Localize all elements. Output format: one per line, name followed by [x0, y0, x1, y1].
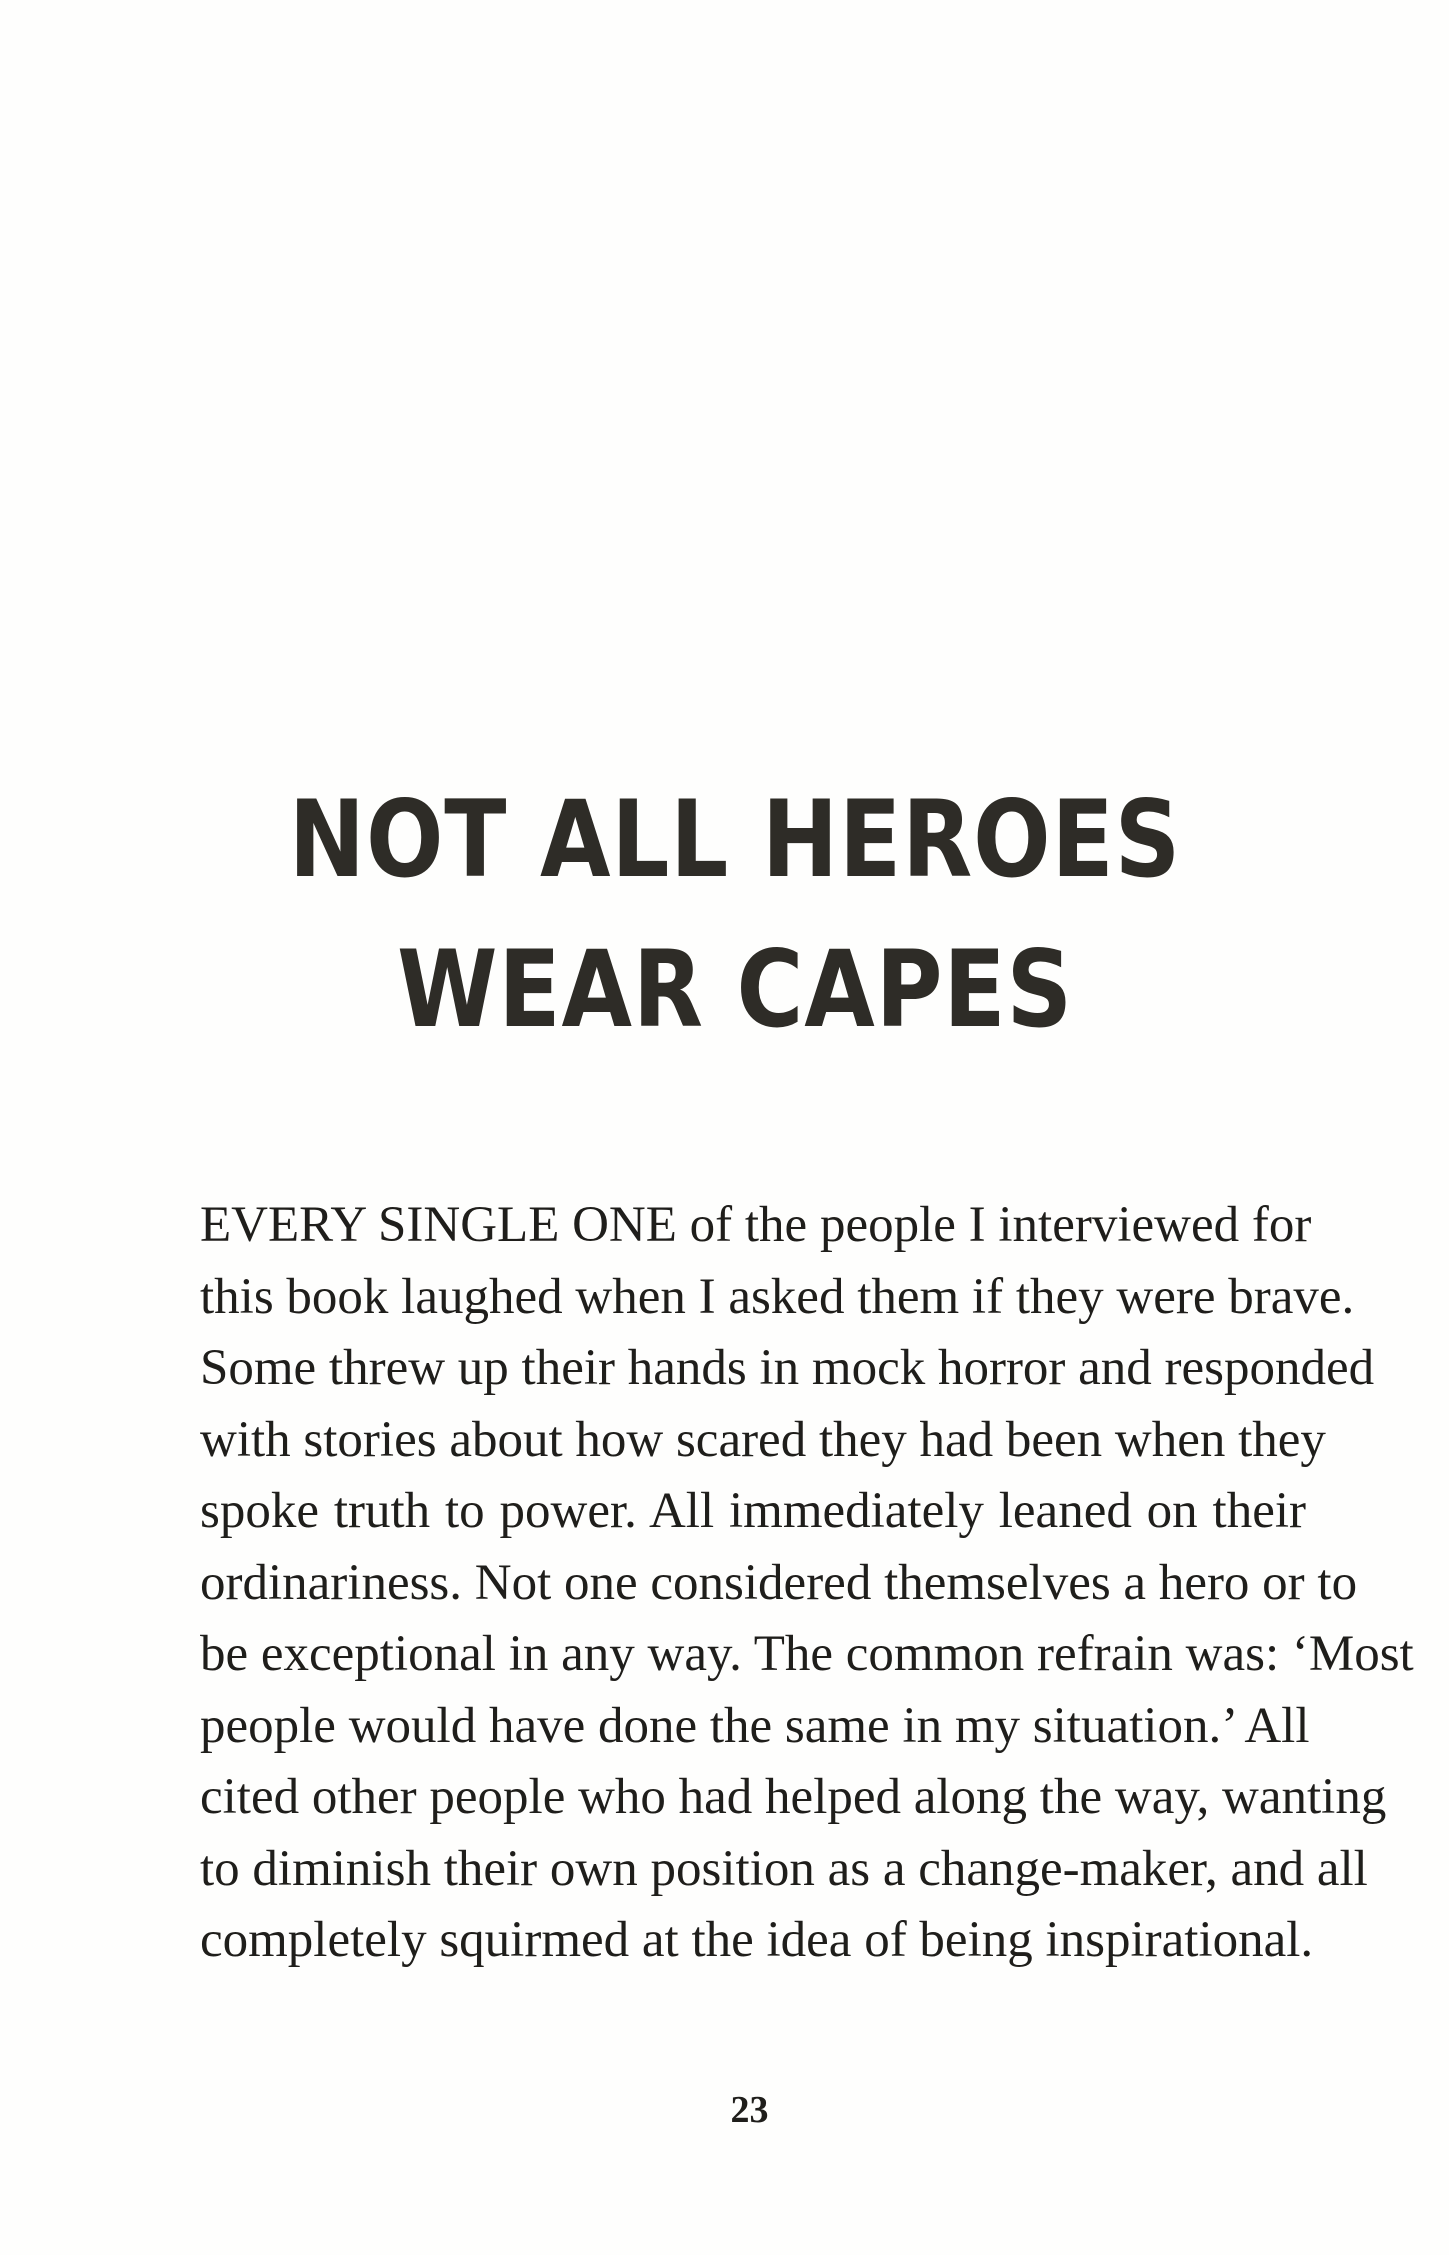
chapter-title-line-2: WEAR CAPES: [396, 928, 1074, 1051]
chapter-title: [275, 765, 1195, 1065]
body-line: completely squirmed at the idea of being inspirational.: [200, 1912, 1314, 1968]
chapter-title-line-1: NOT ALL HEROES: [288, 778, 1182, 901]
body-paragraph: [200, 1190, 1414, 1977]
body-line: to diminish their own position as a change-maker, and all: [200, 1840, 1368, 1897]
body-line: spoke truth to power. All immediately leaned on their: [200, 1483, 1306, 1539]
body-line: Some threw up their hands in mock horror and responded: [200, 1340, 1375, 1396]
body-line: be exceptional in any way. The common refrain was: ‘Most: [200, 1626, 1414, 1682]
body-line: ordinariness. Not one considered themselves a hero or to: [200, 1554, 1358, 1611]
body-line: people would have done the same in my situation.’ All: [200, 1697, 1310, 1754]
page-number: 23: [730, 2089, 769, 2131]
body-line: EVERY SINGLE ONE of the people I interviewed for: [200, 1197, 1312, 1253]
body-line: this book laughed when I asked them if they were brave.: [200, 1268, 1355, 1325]
body-line: cited other people who had helped along the way, wanting: [200, 1769, 1387, 1825]
body-line: with stories about how scared they had been when they: [200, 1411, 1326, 1468]
